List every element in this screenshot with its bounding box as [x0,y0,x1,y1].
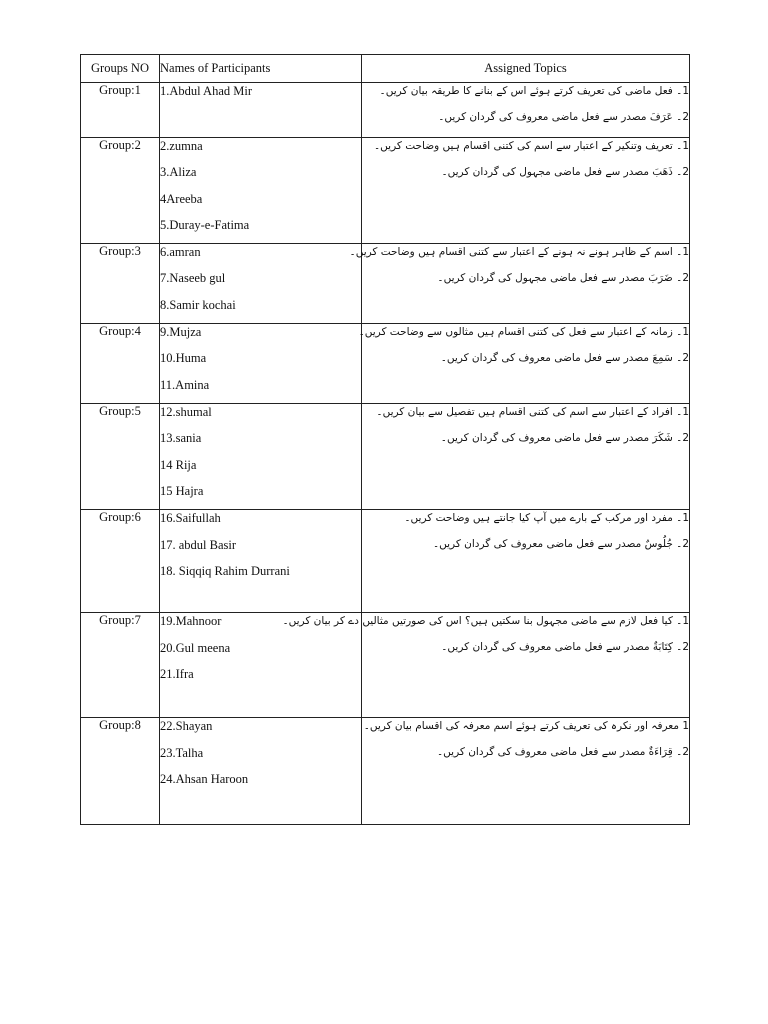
participant-name: 2.zumna [160,139,203,153]
table-row [81,718,690,825]
assigned-topic: 2۔ ذَهَبَ مصدر سے فعل ماضی مجہول کی گردان کریں۔ [441,166,689,178]
participant-name: 8.Samir kochai [160,297,236,312]
group-label: Group:7 [81,613,160,718]
header-groups-no: Groups NO [81,55,160,83]
assigned-topic: 2۔ سَمِعَ مصدر سے فعل ماضی معروف کی گردان کریں۔ [440,352,689,365]
assigned-topic: 1۔ تعریف وتنکیر کے اعتبار سے اسم کی کتنی اقسام ہیں وضاحت کریں۔ [374,140,689,152]
participant-name: 14 Rija [160,457,197,472]
participant-names-cell [160,510,362,613]
participant-name: 4Areeba [160,191,203,206]
participant-names-cell [160,244,362,324]
assigned-topics-cell [362,510,690,613]
participant-name: 18. Siqqiq Rahim Durrani [160,563,290,578]
participant-name: 7.Naseeb gul [160,271,226,286]
participant-names-cell [160,324,362,404]
participant-name: 17. abdul Basir [160,537,237,552]
assigned-topic: 2۔ جُلُوسٌ مصدر سے فعل ماضی معروف کی گردان کریں۔ [432,538,689,551]
table-row [81,138,690,244]
participant-name: 5.Duray-e-Fatima [160,217,250,232]
table-row [81,404,690,510]
group-label: Group:2 [81,138,160,244]
table-row [81,324,690,404]
participant-name: 15 Hajra [160,484,204,499]
assigned-topics-cell [362,138,690,244]
assigned-topic: 2۔ شَكَرَ مصدر سے فعل ماضی معروف کی گردان کریں۔ [440,432,689,445]
group-label: Group:5 [81,404,160,510]
participant-name: 13.sania [160,431,202,446]
group-label: Group:8 [81,718,160,825]
participant-name: 6.amran [160,245,201,260]
table-row [81,244,690,324]
header-topics: Assigned Topics [362,55,690,83]
assigned-topic: 1۔ افراد کے اعتبار سے اسم کی کتنی اقسام ہیں تفصیل سے بیان کریں۔ [376,406,689,419]
assigned-topic: 2۔ قِرَاءَةٌ مصدر سے فعل ماضی معروف کی گردان کریں۔ [437,746,689,759]
header-names: Names of Participants [160,55,362,83]
participant-name: 10.Huma [160,351,207,366]
assigned-topic: 2۔ ضَرَبَ مصدر سے فعل ماضی مجہول کی گردان کریں۔ [437,272,689,285]
participant-name: 16.Saifullah [160,511,221,526]
participant-name: 24.Ahsan Haroon [160,771,249,786]
assigned-topics-cell [282,613,690,718]
participant-name: 23.Talha [160,745,204,760]
assigned-topic: 1۔ فعل ماضی کی تعریف کرتے ہوئے اس کے بنانے کا طریقہ بیان کریں۔ [379,85,689,97]
assigned-topics-cell [362,404,690,510]
assigned-topic: 2۔ عَرَفَ مصدر سے فعل ماضی معروف کی گردان کریں۔ [438,111,689,123]
participant-name: 12.shumal [160,405,212,420]
participant-name: 1.Abdul Ahad Mir [160,84,253,98]
assigned-topic: 1۔ زمانہ کے اعتبار سے فعل کی کتنی اقسام ہیں مثالوں سے وضاحت کریں۔ [358,326,689,339]
participant-names-cell [160,404,362,510]
participant-name: 11.Amina [160,377,210,392]
participant-name: 19.Mahnoor [160,614,222,629]
participant-names-cell [160,718,362,825]
assigned-topics-cell [358,324,690,404]
group-label: Group:1 [81,83,160,138]
assigned-topic: 2۔ كِتَابَةٌ مصدر سے فعل ماضی معروف کی گردان کریں۔ [441,641,689,654]
assigned-topic: 1 معرفہ اور نکرہ کی تعریف کرتے ہوئے اسم معرفہ کی اقسام بیان کریں۔ [363,720,689,733]
participant-name: 21.Ifra [160,666,194,681]
table-row [81,83,690,138]
groups-table [80,54,690,825]
assigned-topics-cell [362,718,690,825]
participant-name: 9.Mujza [160,325,202,340]
group-label: Group:3 [81,244,160,324]
assigned-topics-cell [362,83,690,138]
assigned-topic: 1۔ اسم کے ظاہر ہونے نہ ہونے کے اعتبار سے کتنی اقسام ہیں وضاحت کریں۔ [349,246,689,259]
participant-name: 22.Shayan [160,719,213,734]
participant-name: 20.Gul meena [160,640,231,655]
participant-names-cell [160,138,362,244]
participant-name: 3.Aliza [160,165,197,180]
header-row [81,55,690,83]
table-row [81,510,690,613]
assigned-topic: 1۔ کیا فعل لازم سے ماضی مجہول بنا سکتیں ہیں؟ اس کی صورتیں مثالیں دے کر بیان کریں۔ [282,615,689,628]
group-label: Group:4 [81,324,160,404]
assigned-topics-cell [349,244,690,324]
assigned-topic: 1۔ مفرد اور مرکب کے بارے میں آپ کیا جانتے ہیں وضاحت کریں۔ [404,512,689,525]
participant-names-cell [160,83,362,138]
group-label: Group:6 [81,510,160,613]
table-row [81,613,690,718]
